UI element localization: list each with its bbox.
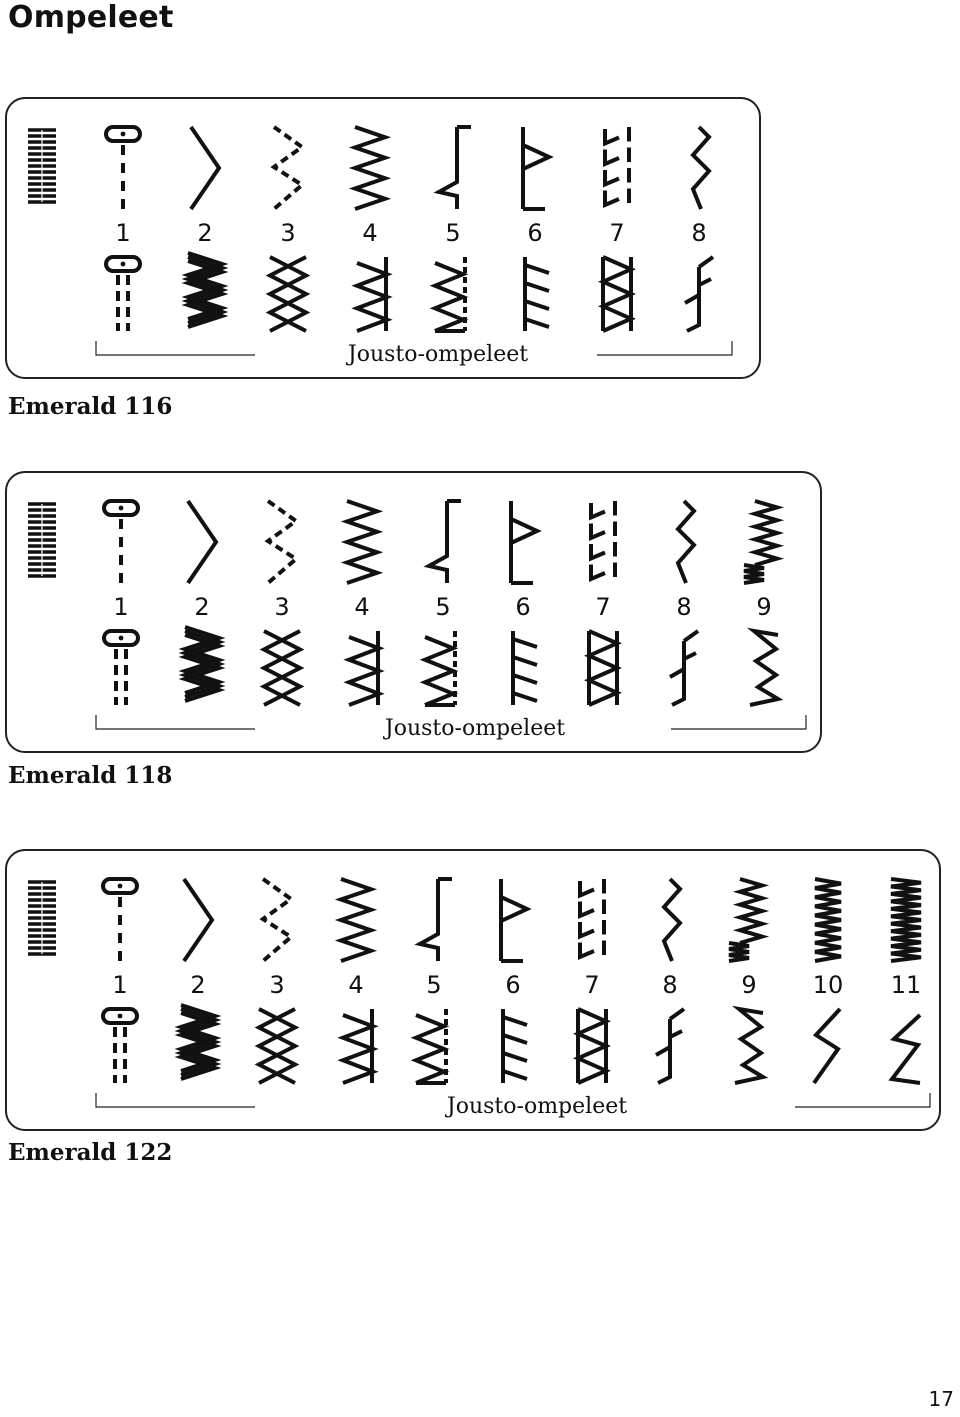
stitch-number: 5 xyxy=(435,593,451,621)
stitch-8 xyxy=(656,879,684,1083)
stitch-number: 4 xyxy=(354,593,370,621)
stitch-number: 6 xyxy=(505,971,521,999)
stitch-8 xyxy=(685,127,713,331)
model-label-emerald-116: Emerald 116 xyxy=(8,393,173,420)
stitch-7 xyxy=(578,879,606,1083)
stitch-number: 11 xyxy=(890,971,922,999)
stitch-4 xyxy=(347,501,379,705)
stitch-number: 7 xyxy=(595,593,611,621)
stitch-number: 2 xyxy=(197,219,213,247)
stitch-number: 5 xyxy=(445,219,461,247)
stitch-3 xyxy=(264,501,300,705)
group-label-stretch-stitches: Jousto-ompeleet xyxy=(347,342,529,367)
stitch-1 xyxy=(103,879,137,1083)
stitch-number: 6 xyxy=(527,219,543,247)
panel-illustrations-1 xyxy=(28,127,732,367)
stitch-2 xyxy=(181,879,215,1079)
stitch-1 xyxy=(104,501,138,705)
stitch-number: 9 xyxy=(756,593,772,621)
panel-illustrations-2 xyxy=(28,501,806,741)
model-label-emerald-118: Emerald 118 xyxy=(8,762,173,789)
model-label-emerald-122: Emerald 122 xyxy=(8,1139,173,1166)
stitch-number: 8 xyxy=(676,593,692,621)
stitch-number: 5 xyxy=(426,971,442,999)
stitch-7 xyxy=(589,501,617,705)
stitch-number: 3 xyxy=(274,593,290,621)
stitch-4 xyxy=(355,127,387,331)
stitch-number: 9 xyxy=(741,971,757,999)
stitch-3 xyxy=(270,127,306,331)
stitch-11 xyxy=(891,879,922,1083)
page-title: Ompeleet xyxy=(8,0,174,35)
stitch-7 xyxy=(603,127,631,331)
stitch-number: 2 xyxy=(190,971,206,999)
group-label-stretch-stitches: Jousto-ompeleet xyxy=(384,716,566,741)
stitch-6 xyxy=(501,879,527,1083)
panel-illustrations-3 xyxy=(28,879,930,1119)
page-number: 17 xyxy=(928,1387,954,1411)
stitch-3 xyxy=(259,879,295,1083)
stitch-5 xyxy=(416,879,452,1083)
stitch-9 xyxy=(744,501,778,705)
stitch-6 xyxy=(523,127,549,331)
stitch-10 xyxy=(813,879,844,1083)
stitch-number: 3 xyxy=(280,219,296,247)
stitch-number: 1 xyxy=(112,971,128,999)
stitch-9 xyxy=(729,879,763,1083)
group-label-stretch-stitches: Jousto-ompeleet xyxy=(446,1094,628,1119)
stitch-4 xyxy=(341,879,373,1083)
stitch-number: 8 xyxy=(662,971,678,999)
stitch-number: 7 xyxy=(609,219,625,247)
stitch-number: 4 xyxy=(362,219,378,247)
stitch-5 xyxy=(425,501,461,705)
stitch-8 xyxy=(670,501,698,705)
stitch-number: 1 xyxy=(113,593,129,621)
stitch-number: 10 xyxy=(812,971,844,999)
stitch-number: 8 xyxy=(691,219,707,247)
stitch-number: 6 xyxy=(515,593,531,621)
stitch-number: 7 xyxy=(584,971,600,999)
stitch-number: 1 xyxy=(115,219,131,247)
stitch-number: 3 xyxy=(269,971,285,999)
stitch-1 xyxy=(106,127,140,331)
stitch-5 xyxy=(435,127,471,331)
stitch-number: 4 xyxy=(348,971,364,999)
stitch-2 xyxy=(188,127,222,327)
stitch-2 xyxy=(185,501,219,701)
stitch-6 xyxy=(511,501,537,705)
stitch-number: 2 xyxy=(194,593,210,621)
